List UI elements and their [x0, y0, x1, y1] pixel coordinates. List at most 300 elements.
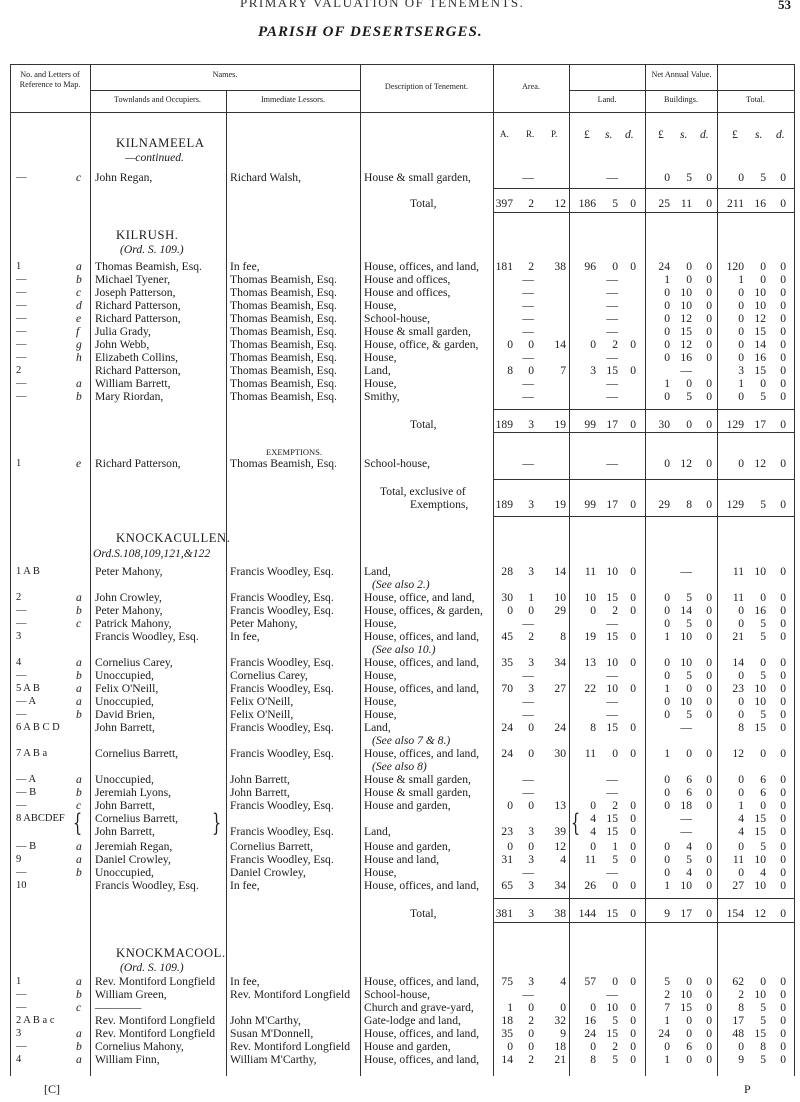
area-value: 10: [554, 591, 566, 604]
land-value: —: [606, 273, 618, 286]
tot-value: 0: [780, 866, 786, 879]
tot-value: 0: [760, 975, 766, 988]
map-letter: a: [76, 682, 82, 695]
map-ref: 1 A B: [16, 566, 40, 577]
tenement-description: Land,: [364, 721, 391, 734]
bld-value: 0: [664, 617, 670, 630]
area-value: 0: [528, 338, 534, 351]
tenement-description: House, offices, and land,: [364, 682, 480, 695]
bld-value: 0: [706, 171, 712, 184]
tot-value: 0: [780, 695, 786, 708]
occupier-name: Unoccupied,: [95, 695, 154, 708]
occupier-name: Richard Patterson,: [95, 457, 181, 470]
bld-value: 0: [664, 591, 670, 604]
map-letter: b: [76, 390, 82, 403]
tenement-description: House, offices, and land,: [364, 656, 480, 669]
land-value: 0: [630, 260, 636, 273]
tot-value: 16: [754, 197, 766, 210]
area-value: 0: [507, 799, 513, 812]
occupier-name: Michael Tyener,: [95, 273, 171, 286]
bld-value: 0: [706, 1053, 712, 1066]
land-value: 15: [606, 825, 618, 838]
header-rule: [10, 64, 794, 65]
occupier-name: Thomas Beamish, Esq.: [95, 260, 202, 273]
land-value: 11: [584, 747, 596, 760]
land-value: 8: [590, 721, 596, 734]
bld-value: 0: [706, 1027, 712, 1040]
tot-value: 3: [738, 364, 744, 377]
land-value: 96: [584, 260, 596, 273]
immediate-lessor: Rev. Montiford Longfield: [230, 1040, 350, 1053]
land-value: 0: [630, 338, 636, 351]
immediate-lessor: John Barrett,: [230, 773, 290, 786]
bld-value: 0: [664, 656, 670, 669]
immediate-lessor: Francis Woodley, Esq.: [230, 747, 334, 760]
land-value: 57: [584, 975, 596, 988]
bld-value: 0: [706, 695, 712, 708]
bld-value: 24: [658, 1027, 670, 1040]
land-value: 1: [612, 840, 618, 853]
land-value: —: [606, 866, 618, 879]
land-value: —: [606, 351, 618, 364]
bld-value: 0: [686, 682, 692, 695]
tot-value: 10: [754, 879, 766, 892]
tot-value: 0: [780, 907, 786, 920]
land-value: 0: [630, 799, 636, 812]
map-ref: 10: [16, 880, 27, 891]
bld-value: 0: [664, 351, 670, 364]
bld-value: 0: [686, 1027, 692, 1040]
occupier-name: Elizabeth Collins,: [95, 351, 179, 364]
tot-value: 15: [754, 364, 766, 377]
land-value: 19: [584, 630, 596, 643]
area-value: 24: [501, 747, 513, 760]
bld-value: 5: [686, 591, 692, 604]
map-ref: —: [16, 287, 27, 298]
tot-value: 14: [732, 656, 744, 669]
immediate-lessor: Cornelius Barrett,: [230, 840, 314, 853]
land-value: 4: [590, 825, 596, 838]
tot-value: 0: [738, 840, 744, 853]
land-value: 0: [630, 498, 636, 511]
bld-value: 10: [680, 988, 692, 1001]
area-value: 0: [528, 747, 534, 760]
see-also-note: (See also 7 & 8.): [372, 734, 451, 747]
total-label: Total,: [410, 418, 437, 431]
tot-value: 5: [760, 708, 766, 721]
tenement-description: House,: [364, 351, 397, 364]
tot-value: 0: [738, 325, 744, 338]
total-rule: [645, 898, 717, 899]
bld-value: —: [680, 565, 692, 578]
area-value: 24: [554, 721, 566, 734]
unit-acres: A.: [500, 129, 509, 139]
see-also-note: (See also 10.): [372, 643, 436, 656]
bld-value: 0: [664, 390, 670, 403]
area-value: 2: [528, 197, 534, 210]
map-ref: —: [16, 391, 27, 402]
area-value: 30: [501, 591, 513, 604]
map-letter: c: [76, 1001, 82, 1014]
ord-survey-kilrush: (Ord. S. 109.): [120, 243, 184, 256]
land-value: —: [606, 695, 618, 708]
tot-value: 5: [760, 1053, 766, 1066]
immediate-lessor: Thomas Beamish, Esq.: [230, 377, 337, 390]
column-rule: [226, 90, 227, 1076]
total-rule: [569, 479, 645, 480]
total-rule: [717, 188, 794, 189]
tenement-description: House,: [364, 695, 397, 708]
immediate-lessor: Francis Woodley, Esq.: [230, 825, 334, 838]
map-ref: —: [16, 1002, 27, 1013]
ord-survey-knockacullen: Ord.S.108,109,121,&122: [93, 547, 211, 560]
tot-value: 0: [738, 286, 744, 299]
land-value: 24: [584, 1027, 596, 1040]
immediate-lessor: Rev. Montiford Longfield: [230, 988, 350, 1001]
tot-value: 0: [780, 457, 786, 470]
area-value: 27: [554, 682, 566, 695]
bld-value: 0: [706, 418, 712, 431]
area-value: 0: [528, 364, 534, 377]
bld-value: 0: [686, 273, 692, 286]
tot-value: 0: [738, 312, 744, 325]
map-ref: — B: [16, 841, 37, 852]
immediate-lessor: Francis Woodley, Esq.: [230, 604, 334, 617]
tenement-description: Gate-lodge and land,: [364, 1014, 461, 1027]
map-ref: 1: [16, 976, 22, 987]
tenement-description: House, offices, and land,: [364, 260, 480, 273]
immediate-lessor: Francis Woodley, Esq.: [230, 721, 334, 734]
bld-value: 10: [680, 286, 692, 299]
tot-value: 10: [754, 565, 766, 578]
land-value: —: [606, 669, 618, 682]
tot-value: 0: [780, 747, 786, 760]
bld-value: 1: [664, 682, 670, 695]
map-ref: 5 A B: [16, 683, 40, 694]
map-ref: 6 A B C D: [16, 722, 60, 733]
tot-value: 0: [738, 604, 744, 617]
occupier-name: John Crowley,: [95, 591, 162, 604]
land-value: 0: [630, 721, 636, 734]
area-value: 0: [507, 338, 513, 351]
tot-value: 0: [780, 299, 786, 312]
total-rule: [645, 432, 717, 433]
bld-value: 0: [706, 260, 712, 273]
map-letter: a: [76, 1053, 82, 1066]
total-rule: [645, 922, 717, 923]
tenement-description: House & small garden,: [364, 171, 471, 184]
tot-value: 27: [732, 879, 744, 892]
tenement-description: House,: [364, 866, 397, 879]
tenement-description: Land,: [364, 565, 391, 578]
area-value: 3: [528, 825, 534, 838]
tot-value: 12: [732, 747, 744, 760]
occupier-name: Julia Grady,: [95, 325, 151, 338]
tot-value: 0: [738, 457, 744, 470]
land-value: —: [606, 171, 618, 184]
bld-value: 4: [686, 840, 692, 853]
tot-value: 0: [738, 1040, 744, 1053]
land-value: —: [606, 773, 618, 786]
map-letter: b: [76, 604, 82, 617]
bld-value: 0: [706, 1040, 712, 1053]
tot-value: 8: [738, 721, 744, 734]
tot-value: 0: [780, 325, 786, 338]
tot-value: 8: [738, 1001, 744, 1014]
map-ref: —: [16, 867, 27, 878]
total-rule: [717, 409, 794, 410]
occupier-name: Cornelius Mahony,: [95, 1040, 184, 1053]
area-value: 3: [528, 656, 534, 669]
map-ref: 3: [16, 631, 22, 642]
land-value: —: [606, 312, 618, 325]
tot-value: 0: [738, 695, 744, 708]
occupier-name: Joseph Patterson,: [95, 286, 176, 299]
area-value: 21: [554, 1053, 566, 1066]
bld-value: 0: [706, 1014, 712, 1027]
area-value: 3: [528, 853, 534, 866]
total-rule: [717, 212, 794, 213]
bld-value: 0: [706, 1001, 712, 1014]
bld-value: 0: [706, 286, 712, 299]
total-rule: [717, 479, 794, 480]
map-ref: 1: [16, 261, 22, 272]
area-value: —: [522, 708, 534, 721]
land-value: 17: [606, 498, 618, 511]
tenement-description: House, office, & garden,: [364, 338, 479, 351]
map-ref: —: [16, 339, 27, 350]
area-value: 70: [501, 682, 513, 695]
tot-value: 0: [738, 786, 744, 799]
map-ref: —: [16, 709, 27, 720]
area-value: 0: [528, 721, 534, 734]
map-letter: a: [76, 591, 82, 604]
area-value: —: [522, 273, 534, 286]
tot-value: 15: [754, 825, 766, 838]
immediate-lessor: Thomas Beamish, Esq.: [230, 325, 337, 338]
occupier-name: Cornelius Barrett,: [95, 812, 179, 825]
map-ref: — A: [16, 774, 37, 785]
map-ref: 2: [16, 365, 22, 376]
area-value: 3: [528, 498, 534, 511]
area-value: 19: [554, 418, 566, 431]
map-ref: 4: [16, 1054, 22, 1065]
total-rule: [493, 922, 569, 923]
occupier-name: Rev. Montiford Longfield: [95, 1014, 215, 1027]
unit-tot-pence: d.: [776, 128, 785, 141]
bld-value: 6: [686, 786, 692, 799]
bld-value: 0: [706, 907, 712, 920]
land-value: 0: [590, 338, 596, 351]
area-value: —: [522, 669, 534, 682]
footer-signature-right: P: [744, 1082, 751, 1096]
bld-value: 0: [686, 1014, 692, 1027]
tenement-description: House,: [364, 377, 397, 390]
area-value: —: [522, 617, 534, 630]
total-rule: [717, 516, 794, 517]
bld-value: 0: [686, 747, 692, 760]
map-ref: —: [16, 352, 27, 363]
bld-value: 0: [706, 457, 712, 470]
land-value: 0: [630, 604, 636, 617]
bld-value: 15: [680, 1001, 692, 1014]
land-value: 144: [578, 907, 596, 920]
column-rule: [360, 64, 361, 1076]
bld-value: 1: [664, 273, 670, 286]
land-value: 0: [630, 197, 636, 210]
area-value: 12: [554, 197, 566, 210]
occupier-name: David Brien,: [95, 708, 155, 721]
tot-value: 0: [760, 377, 766, 390]
map-letter: b: [76, 786, 82, 799]
immediate-lessor: William M'Carthy,: [230, 1053, 317, 1066]
area-value: 4: [560, 975, 566, 988]
map-ref: —: [16, 605, 27, 616]
map-ref: 7 A B a: [16, 748, 48, 759]
tot-value: 12: [754, 457, 766, 470]
land-value: 0: [630, 825, 636, 838]
bld-value: 5: [686, 669, 692, 682]
immediate-lessor: Francis Woodley, Esq.: [230, 591, 334, 604]
occupier-name: Cornelius Carey,: [95, 656, 173, 669]
bld-value: 10: [680, 656, 692, 669]
map-ref: —: [16, 1041, 27, 1052]
area-value: 0: [528, 1001, 534, 1014]
land-value: 15: [606, 591, 618, 604]
occupier-name: William Barrett,: [95, 377, 171, 390]
tot-value: 8: [760, 1040, 766, 1053]
tot-value: 129: [726, 498, 744, 511]
land-value: 0: [630, 1027, 636, 1040]
tot-value: 0: [780, 840, 786, 853]
bld-value: 11: [680, 197, 692, 210]
land-value: 22: [584, 682, 596, 695]
map-letter: a: [76, 773, 82, 786]
unit-bld-pounds: £: [658, 128, 664, 141]
bld-value: 0: [706, 273, 712, 286]
tot-value: 0: [780, 591, 786, 604]
map-ref: 1: [16, 458, 22, 469]
bld-value: 16: [680, 351, 692, 364]
land-value: 0: [630, 418, 636, 431]
immediate-lessor: John Barrett,: [230, 786, 290, 799]
bld-value: 0: [706, 773, 712, 786]
map-letter: a: [76, 377, 82, 390]
tot-value: 0: [780, 1001, 786, 1014]
bld-value: 0: [686, 377, 692, 390]
area-value: 24: [501, 721, 513, 734]
tot-value: 9: [738, 1053, 744, 1066]
bld-value: 1: [664, 747, 670, 760]
land-value: 0: [630, 591, 636, 604]
land-value: 0: [612, 747, 618, 760]
occupier-name: John Webb,: [95, 338, 150, 351]
area-value: 3: [528, 418, 534, 431]
area-value: 181: [495, 260, 513, 273]
total-rule: [493, 479, 569, 480]
map-letter: a: [76, 975, 82, 988]
area-value: 2: [528, 1053, 534, 1066]
land-value: 11: [584, 565, 596, 578]
map-ref: — A: [16, 696, 37, 707]
footer-signature: [C]: [44, 1082, 60, 1096]
occupier-name: Unoccupied,: [95, 669, 154, 682]
unit-roods: R.: [526, 129, 535, 139]
bld-value: 0: [664, 299, 670, 312]
unit-bld-pence: d.: [700, 128, 709, 141]
map-letter: h: [76, 351, 82, 364]
immediate-lessor: Thomas Beamish, Esq.: [230, 338, 337, 351]
area-value: —: [522, 286, 534, 299]
immediate-lessor: Francis Woodley, Esq.: [230, 565, 334, 578]
map-ref: — B: [16, 787, 37, 798]
tot-value: 1: [738, 799, 744, 812]
col-names: Names.: [212, 70, 238, 79]
tenement-description: House,: [364, 669, 397, 682]
tot-value: 62: [732, 975, 744, 988]
immediate-lessor: Thomas Beamish, Esq.: [230, 351, 337, 364]
total-rule: [493, 516, 569, 517]
tenement-description: House & small garden,: [364, 786, 471, 799]
col-lessors: Immediate Lessors.: [260, 95, 326, 104]
bld-value: 0: [664, 325, 670, 338]
occupier-name: John Regan,: [95, 171, 153, 184]
column-rule: [90, 64, 91, 1076]
occupier-name: Francis Woodley, Esq.: [95, 879, 199, 892]
bld-value: 0: [706, 656, 712, 669]
tot-value: 0: [780, 565, 786, 578]
area-value: 3: [528, 907, 534, 920]
area-value: —: [522, 351, 534, 364]
land-value: 2: [612, 1040, 618, 1053]
tot-value: 211: [727, 197, 744, 210]
tot-value: 0: [780, 879, 786, 892]
land-value: 0: [630, 656, 636, 669]
total-exclusive-label: Total, exclusive of: [380, 485, 466, 498]
tenement-description: House, offices, and land,: [364, 1027, 480, 1040]
occupier-name: ————: [95, 1001, 142, 1014]
tot-value: 12: [754, 312, 766, 325]
bld-value: 0: [664, 786, 670, 799]
land-value: —: [606, 390, 618, 403]
total-label: Total,: [410, 197, 437, 210]
immediate-lessor: Thomas Beamish, Esq.: [230, 299, 337, 312]
bld-value: 0: [706, 879, 712, 892]
tot-value: 15: [754, 1027, 766, 1040]
bld-value: 0: [664, 171, 670, 184]
land-value: 0: [630, 907, 636, 920]
unit-land-pence: d.: [625, 128, 634, 141]
land-value: 5: [612, 197, 618, 210]
tot-value: 10: [754, 682, 766, 695]
map-letter: a: [76, 656, 82, 669]
col-net-annual-value: Net Annual Value.: [651, 70, 712, 79]
immediate-lessor: In fee,: [230, 260, 260, 273]
unit-tot-pounds: £: [732, 128, 738, 141]
bld-value: 0: [664, 312, 670, 325]
area-value: 12: [554, 840, 566, 853]
bld-value: 0: [664, 840, 670, 853]
map-ref: 3: [16, 1028, 22, 1039]
total-rule: [569, 409, 645, 410]
area-value: 2: [528, 260, 534, 273]
bld-value: 0: [706, 786, 712, 799]
map-ref: 2: [16, 592, 22, 603]
tot-value: 0: [780, 656, 786, 669]
ord-survey-knockmacool: (Ord. S. 109.): [120, 961, 184, 974]
map-ref: —: [16, 300, 27, 311]
tot-value: 0: [780, 617, 786, 630]
